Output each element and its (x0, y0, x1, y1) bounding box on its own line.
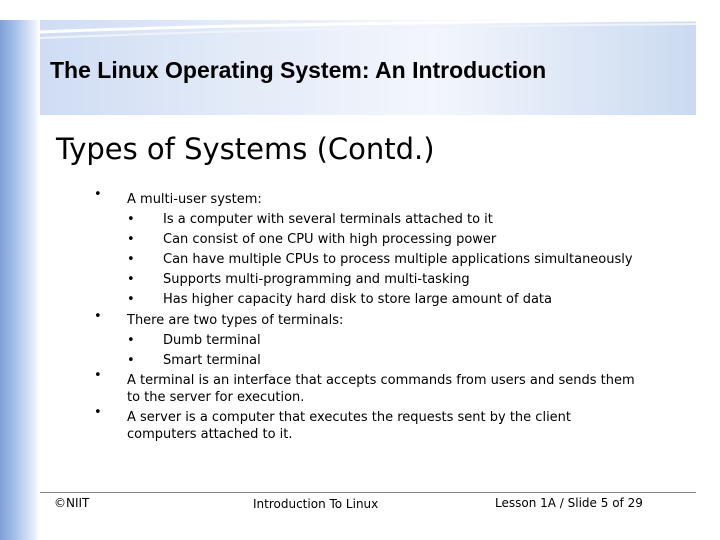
sub-bullet-text: Dumb terminal (163, 333, 261, 348)
footer-divider (40, 492, 696, 493)
bullet-marker: • (94, 309, 102, 324)
bullet-text: A server is a computer that executes the requests sent by the client (127, 410, 572, 425)
footer-slide-number: Lesson 1A / Slide 5 of 29 (495, 496, 643, 510)
sub-bullet-marker: • (127, 353, 135, 368)
bullet-text-continued: computers attached to it. (127, 427, 293, 442)
sub-bullet-text: Can consist of one CPU with high processing power (163, 232, 497, 247)
bullet-text: A terminal is an interface that accepts commands from users and sends them (127, 373, 635, 388)
sub-bullet-marker: • (127, 333, 135, 348)
sub-bullet-marker: • (127, 252, 135, 267)
sub-bullet-text: Smart terminal (163, 353, 261, 368)
sub-bullet-text: Is a computer with several terminals attached to it (163, 212, 493, 227)
header-title: The Linux Operating System: An Introduction (50, 57, 547, 83)
sub-bullet-text: Supports multi-programming and multi-tasking (163, 272, 470, 287)
header-swoosh (40, 20, 696, 60)
bullet-text-continued: to the server for execution. (127, 390, 305, 405)
bullet-marker: • (94, 405, 102, 420)
sub-bullet-text: Can have multiple CPUs to process multiple applications simultaneously (163, 252, 633, 267)
bullet-text: There are two types of terminals: (127, 313, 344, 328)
sub-bullet-marker: • (127, 292, 135, 307)
slide-title: Types of Systems (Contd.) (56, 132, 435, 166)
bullet-text: A multi-user system: (127, 192, 262, 207)
bullet-marker: • (94, 187, 102, 202)
sub-bullet-text: Has higher capacity hard disk to store large amount of data (163, 292, 552, 307)
left-gradient-bar (0, 20, 40, 540)
sub-bullet-marker: • (127, 212, 135, 227)
bullet-marker: • (94, 368, 102, 383)
footer-copyright: ©NIIT (54, 496, 90, 510)
footer-course-title: Introduction To Linux (253, 497, 379, 511)
sub-bullet-marker: • (127, 232, 135, 247)
sub-bullet-marker: • (127, 272, 135, 287)
